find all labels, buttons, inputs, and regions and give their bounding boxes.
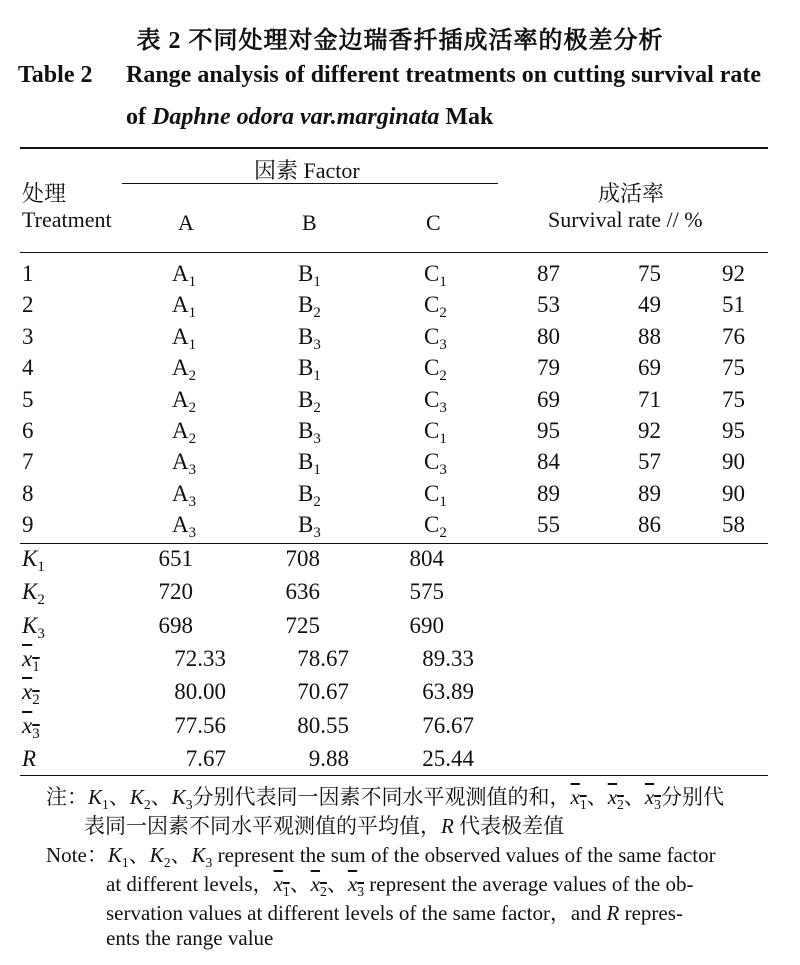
table-title-cn: 表 2 不同处理对金边瑞香扦插成活率的极差分析 — [136, 28, 664, 54]
survival-value-1: 53 — [537, 292, 560, 318]
survival-value-3: 51 — [722, 292, 745, 318]
stat-value-b: 9.88 — [308, 745, 349, 771]
stat-value-c: 25.44 — [422, 745, 474, 771]
note-en-line3: servation values at different levels of the same factor，and R repres- — [106, 901, 683, 925]
level-a: $A_3$ — [172, 449, 197, 479]
survival-value-1: 69 — [537, 386, 560, 412]
factor-b: B — [302, 210, 317, 235]
species-name: Daphne odora var.marginata — [152, 104, 440, 130]
stat-symbol: $K_3$ — [22, 612, 45, 642]
level-a: $A_1$ — [172, 323, 197, 354]
survival-value-2: 89 — [638, 480, 661, 506]
treatment-number: 6 — [22, 418, 34, 443]
stat-value-b: 70.67 — [297, 679, 349, 705]
level-b: $B_2$ — [298, 386, 321, 416]
level-a: $A_2$ — [172, 418, 197, 448]
level-b: $B_1$ — [298, 355, 321, 385]
survival-en: Survival rate // % — [548, 207, 703, 232]
survival-value-3: 75 — [722, 386, 745, 412]
level-c: $C_1$ — [424, 261, 447, 291]
level-c: $C_2$ — [424, 292, 447, 322]
stat-value-b: 78.67 — [297, 645, 349, 671]
header-rule — [20, 252, 768, 253]
survival-value-1: 79 — [537, 355, 560, 381]
level-a: $A_3$ — [172, 480, 197, 511]
survival-value-1: 95 — [537, 418, 560, 443]
treatment-number: 2 — [22, 292, 34, 318]
level-c: $C_3$ — [424, 323, 447, 354]
table-title-en-line2: of Daphne odora var.marginata Mak — [126, 104, 494, 130]
stat-value-c: 89.33 — [422, 645, 474, 671]
level-a: $A_3$ — [172, 512, 197, 542]
table-title-en-line1 — [18, 62, 761, 89]
survival-value-3: 92 — [722, 261, 745, 286]
survival-value-3: 90 — [722, 480, 745, 506]
level-c: $C_2$ — [424, 512, 447, 542]
stat-symbol: $K_1$ — [22, 546, 45, 576]
level-a: $A_1$ — [172, 261, 197, 291]
note-cn-line2: 表同一因素不同水平观测值的平均值，R 代表极差值 — [84, 814, 565, 838]
survival-value-2: 75 — [638, 261, 661, 286]
survival-value-2: 69 — [638, 355, 661, 381]
table-label: Table 2 — [18, 62, 93, 88]
level-b: $B_1$ — [298, 449, 321, 479]
stat-value-c: 804 — [409, 546, 444, 571]
survival-value-3: 76 — [722, 323, 745, 349]
title-text-1: Range analysis of different treatments on cutting survival rate — [126, 62, 762, 88]
survival-value-1: 84 — [537, 449, 560, 475]
survival-value-3: 75 — [722, 355, 745, 381]
level-b: $B_3$ — [298, 418, 321, 448]
stat-value-a: 698 — [158, 612, 193, 638]
level-b: $B_3$ — [298, 323, 321, 354]
level-a: $A_2$ — [172, 386, 197, 416]
stat-value-b: 708 — [285, 546, 320, 571]
treatment-en: Treatment — [22, 207, 112, 232]
stat-symbol: $K_2$ — [22, 579, 45, 609]
stat-value-a: 77.56 — [174, 712, 226, 738]
treatment-number: 9 — [22, 512, 34, 538]
treatment-number: 7 — [22, 449, 34, 475]
stat-value-b: 636 — [285, 579, 320, 605]
level-a: $A_2$ — [172, 355, 197, 385]
level-c: $C_2$ — [424, 355, 447, 385]
survival-value-2: 86 — [638, 512, 661, 538]
level-c: $C_1$ — [424, 480, 447, 511]
treatment-number: 3 — [22, 323, 34, 349]
stat-value-b: 80.55 — [297, 712, 349, 738]
stat-symbol: $x_1$ — [22, 645, 40, 676]
stat-value-c: 76.67 — [422, 712, 474, 738]
treatment-number: 4 — [22, 355, 34, 381]
level-c: $C_1$ — [424, 418, 447, 448]
survival-value-2: 88 — [638, 323, 661, 349]
note-en-line4: ents the range value — [106, 926, 274, 950]
stat-value-a: 720 — [158, 579, 193, 605]
stat-value-c: 575 — [409, 579, 444, 605]
level-b: $B_2$ — [298, 292, 321, 322]
level-b: $B_1$ — [298, 261, 321, 291]
level-b: $B_2$ — [298, 480, 321, 511]
survival-value-1: 87 — [537, 261, 560, 286]
stat-value-c: 690 — [409, 612, 444, 638]
factor-header: 因素 Factor — [254, 158, 360, 183]
note-cn-line1: 注：$K_1$、$K_2$、$K_3$分别代表同一因素不同水平观测值的和，$x_1$、$x_2$、$x_3$分别代 — [46, 785, 724, 812]
stats-rule — [20, 543, 768, 544]
survival-value-2: 71 — [638, 386, 661, 412]
stat-symbol: $x_3$ — [22, 712, 40, 742]
survival-value-1: 80 — [537, 323, 560, 349]
level-c: $C_3$ — [424, 449, 447, 479]
top-rule — [20, 147, 768, 149]
survival-value-3: 58 — [722, 512, 745, 538]
treatment-number: 8 — [22, 480, 34, 506]
stat-symbol: $x_2$ — [22, 679, 40, 709]
note-en-line1: Note：$K_1$、$K_2$、$K_3$ represent the sum of the observed values of the same factor — [46, 843, 716, 870]
note-en-line2: at different levels，$x_1$、$x_2$、$x_3$ represent the average values of the ob- — [106, 872, 694, 899]
factor-a: A — [178, 210, 194, 235]
survival-value-2: 49 — [638, 292, 661, 318]
stat-value-a: 651 — [158, 546, 193, 571]
stat-value-b: 725 — [285, 612, 320, 638]
stat-value-a: 80.00 — [174, 679, 226, 705]
treatment-cn: 处理 — [22, 181, 67, 206]
stat-symbol: R — [22, 745, 37, 771]
treatment-number: 1 — [22, 261, 34, 286]
survival-value-1: 89 — [537, 480, 560, 506]
bottom-rule — [20, 775, 768, 776]
stat-value-a: 72.33 — [174, 645, 226, 671]
factor-c: C — [426, 210, 441, 235]
level-c: $C_3$ — [424, 386, 447, 416]
survival-value-2: 57 — [638, 449, 661, 475]
survival-value-3: 95 — [722, 418, 745, 443]
stat-value-a: 7.67 — [185, 745, 226, 771]
survival-value-2: 92 — [638, 418, 661, 443]
treatment-number: 5 — [22, 386, 34, 412]
level-a: $A_1$ — [172, 292, 197, 322]
survival-value-1: 55 — [537, 512, 560, 538]
stat-value-c: 63.89 — [422, 679, 474, 705]
survival-cn: 成活率 — [598, 181, 665, 206]
survival-value-3: 90 — [722, 449, 745, 475]
level-b: $B_3$ — [298, 512, 321, 542]
